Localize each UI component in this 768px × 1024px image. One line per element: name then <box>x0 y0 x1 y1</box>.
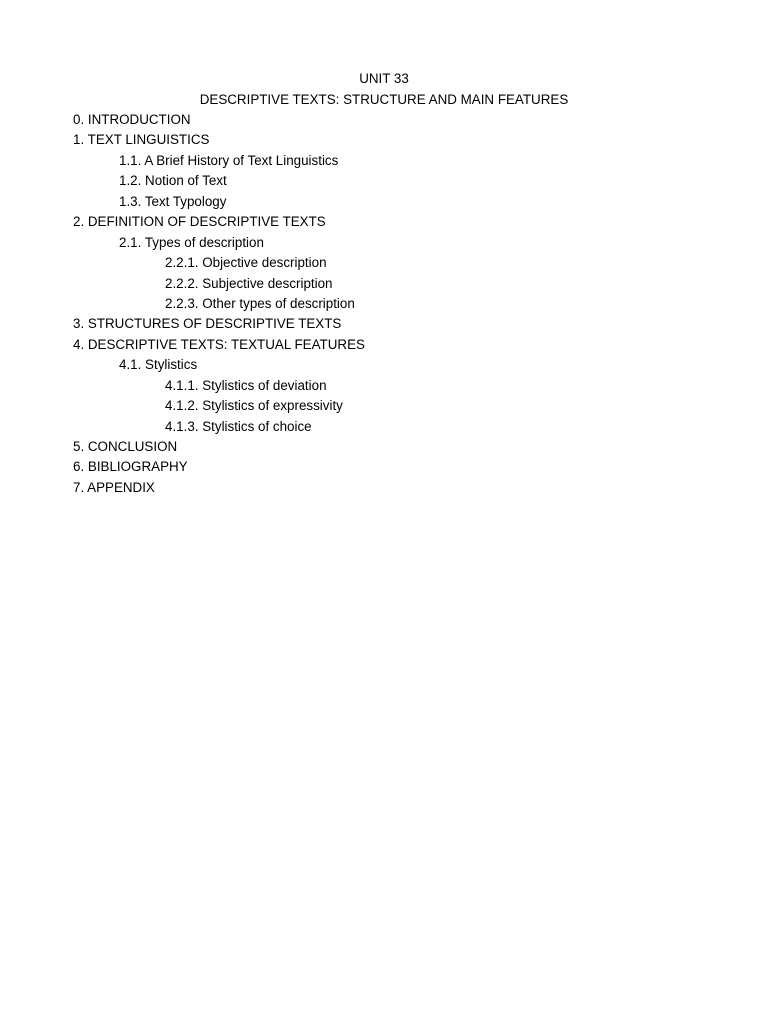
toc-item-notion-of-text: 1.2. Notion of Text <box>119 173 227 189</box>
toc-item-definition: 2. DEFINITION OF DESCRIPTIVE TEXTS <box>73 214 326 230</box>
toc-item-types-of-description: 2.1. Types of description <box>119 234 264 250</box>
toc-item-conclusion: 5. CONCLUSION <box>73 439 178 454</box>
toc-item-bibliography: 6. BIBLIOGRAPHY <box>73 459 188 475</box>
document-title: DESCRIPTIVE TEXTS: STRUCTURE AND MAIN FEATURES <box>199 92 569 107</box>
table-of-contents <box>73 110 365 498</box>
toc-item-stylistics-choice: 4.1.3. Stylistics of choice <box>165 418 312 434</box>
toc-item-stylistics-expressivity: 4.1.2. Stylistics of expressivity <box>165 398 343 414</box>
toc-item-other-types: 2.2.3. Other types of description <box>165 295 355 311</box>
toc-item-objective-description: 2.2.1. Objective description <box>165 255 327 271</box>
toc-item-textual-features: 4. DESCRIPTIVE TEXTS: TEXTUAL FEATURES <box>73 336 365 352</box>
toc-item-structures: 3. STRUCTURES OF DESCRIPTIVE TEXTS <box>73 316 342 332</box>
toc-item-stylistics-deviation: 4.1.1. Stylistics of deviation <box>165 377 327 393</box>
toc-item-introduction: 0. INTRODUCTION <box>73 112 191 127</box>
toc-item-subjective-description: 2.2.2. Subjective description <box>165 275 333 291</box>
toc-item-appendix: 7. APPENDIX <box>73 479 155 495</box>
toc-item-brief-history: 1.1. A Brief History of Text Linguistics <box>119 152 339 168</box>
toc-item-stylistics: 4.1. Stylistics <box>119 357 198 373</box>
unit-heading: UNIT 33 <box>359 71 409 86</box>
toc-item-text-linguistics: 1. TEXT LINGUISTICS <box>73 132 210 148</box>
toc-item-text-typology: 1.3. Text Typology <box>119 193 227 209</box>
